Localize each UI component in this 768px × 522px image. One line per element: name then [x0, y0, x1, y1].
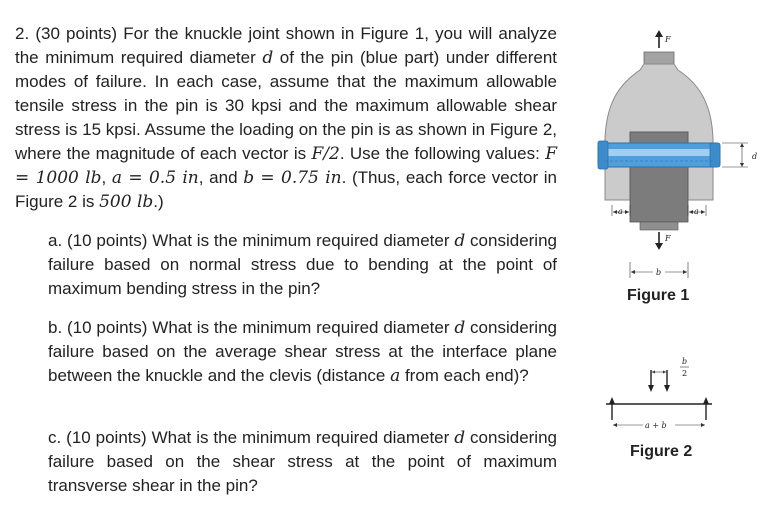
force-arrow-bottom [655, 232, 671, 250]
label-a-left: a [618, 207, 623, 216]
label-f-top: F [665, 35, 671, 44]
label-f-bottom: F [665, 234, 671, 243]
figure-2-drawing [606, 357, 712, 430]
label-a-right: a [694, 207, 699, 216]
label-a-plus-b: a + b [645, 421, 667, 430]
dimension-b [630, 262, 688, 278]
problem-number: 2. (30 points) [15, 24, 118, 43]
comma-1: , [101, 168, 112, 187]
part-a-var: d [454, 231, 466, 251]
eq-b: b = 0.75 in [243, 168, 342, 188]
label-b: b [656, 268, 662, 277]
dimension-a-left [612, 205, 630, 216]
part-b-var: d [454, 318, 466, 338]
label-b-half-num: b [682, 357, 688, 366]
part-b-text-2: considering failure based on the average shear stress at the interface plane between the knuckle and the clevis (distance [48, 318, 557, 385]
pin [598, 141, 720, 169]
part-a-text-2: considering failure based on normal stress due to bending at the point of maximum bending stress in the pin? [48, 231, 557, 298]
eq-a: a = 0.5 in [111, 168, 199, 188]
label-b-half-den: 2 [682, 369, 688, 378]
part-a-text-1: a. (10 points) What is the minimum required diameter [48, 231, 455, 250]
force-value: 500 lb [99, 192, 154, 212]
figure-1-caption: Figure 1 [627, 287, 690, 304]
part-b-text-3: from each end)? [400, 366, 529, 385]
label-d: d [752, 152, 758, 161]
dimension-a-right [688, 205, 706, 216]
load-left [648, 370, 654, 392]
eq-f: F = 1000 lb [15, 144, 558, 188]
force-arrow-top [655, 30, 671, 48]
part-c-var: d [454, 428, 466, 448]
intro-text-4: . (Thus, each force vector in Figure 2 is [15, 168, 557, 211]
part-c-text-2: considering failure based on the shear stress at the point of maximum transverse shear in the pin? [48, 428, 557, 495]
var-f-half: F/2 [311, 144, 340, 164]
reaction-left [609, 397, 615, 420]
clevis-stem [644, 52, 674, 64]
intro-text-5: .) [153, 192, 164, 211]
knuckle-rod [640, 222, 678, 230]
reaction-right [703, 397, 709, 420]
intro-text-3: . Use the following values: [339, 144, 546, 163]
var-d: d [262, 48, 274, 68]
load-right [664, 370, 670, 392]
intro-text-1: For the knuckle joint shown in Figure 1, you will analyze the minimum required diameter [15, 24, 557, 67]
figure-2-caption: Figure 2 [630, 443, 693, 460]
part-c-text-1: c. (10 points) What is the minimum required diameter [48, 428, 455, 447]
part-b-var2: a [390, 366, 401, 386]
part-b-text-1: b. (10 points) What is the minimum required diameter [48, 318, 455, 337]
intro-text-2: of the pin (blue part) under different modes of failure. In each case, assume that the maximum allowable tensile stress in the pin is 30 kpsi and the maximum allowable shear stress is 15 kpsi. Assume the loading on the pin is as shown in Figure 2, where the magnitude of each vector is [15, 48, 558, 163]
and-text: , and [198, 168, 244, 187]
dimension-d [722, 143, 757, 167]
